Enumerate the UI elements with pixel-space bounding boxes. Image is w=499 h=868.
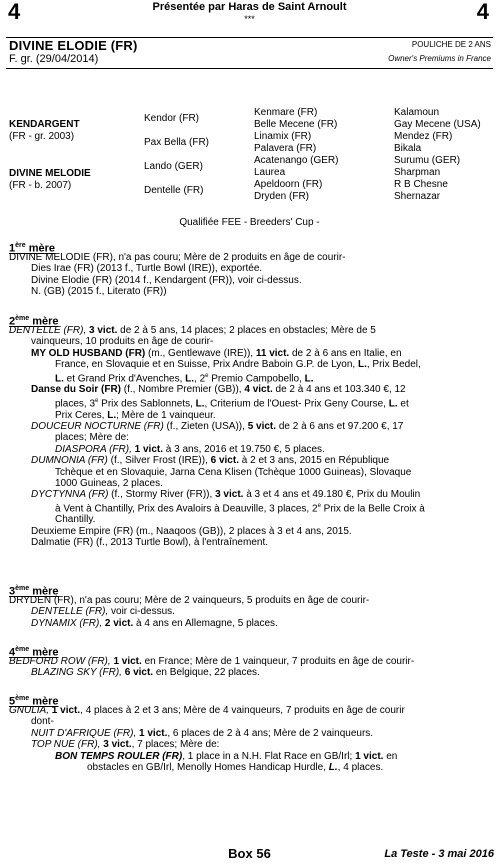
gen3-7: Apeldoorn (FR)	[254, 179, 323, 190]
gen4-1: Kalamoun	[394, 107, 440, 118]
dam-name: DIVINE MELODIE	[9, 168, 91, 179]
gen2-1: Kendor (FR)	[144, 113, 200, 124]
section-heading-2: 2ème mère	[9, 315, 59, 328]
section-1-body: DIVINE MELODIE (FR), n'a pas couru; Mère de 2 produits en âge de courir- Dies Irae (FR) (2013 f., Turtle Bowl (IRE)), exportée. Divine Elodie (FR) (2014 f., Kendargent (FR)), voir ci-dessus. N. (GB) (2015 f., Literato (FR))	[9, 252, 346, 298]
stars: ***	[244, 14, 255, 24]
gen3-4: Palavera (FR)	[254, 143, 317, 154]
gen3-2: Belle Mecene (FR)	[254, 119, 338, 130]
section-heading-5: 5ème mère	[9, 695, 59, 708]
sale-date: La Teste - 3 mai 2016	[384, 848, 494, 860]
dam-info: (FR - b. 2007)	[9, 180, 72, 191]
section-heading-3: 3ème mère	[9, 585, 59, 598]
gen2-3: Lando (GER)	[144, 161, 203, 172]
gen4-4: Bikala	[394, 143, 422, 154]
box-number: Box 56	[228, 846, 271, 861]
gen3-5: Acatenango (GER)	[254, 155, 339, 166]
gen4-7: R B Chesne	[394, 179, 448, 190]
gen2-2: Pax Bella (FR)	[144, 137, 210, 148]
horse-category: POULICHE DE 2 ANS	[411, 40, 491, 49]
section-3-body: DRYDEN (FR), n'a pas couru; Mère de 2 vainqueurs, 5 produits en âge de courir- DENTELLE (FR), voir ci-dessus. DYNAMIX (FR), 2 vict. à 4 ans en Allemagne, 5 places.	[9, 595, 370, 629]
section-heading-4: 4ème mère	[9, 646, 59, 659]
owners-premiums: Owner's Premiums in France	[388, 54, 491, 63]
horse-name-box	[6, 37, 493, 69]
horse-birth: F. gr. (29/04/2014)	[9, 53, 99, 65]
lot-number-right: 4	[476, 0, 489, 24]
gen4-2: Gay Mecene (USA)	[394, 119, 481, 130]
gen4-6: Sharpman	[394, 167, 441, 178]
gen3-6: Laurea	[254, 167, 286, 178]
lot-number-left: 4	[8, 0, 21, 24]
sire-info: (FR - gr. 2003)	[9, 131, 75, 142]
gen4-5: Surumu (GER)	[394, 155, 461, 166]
horse-name: DIVINE ELODIE (FR)	[9, 38, 138, 53]
section-2-body: DENTELLE (FR), 3 vict. de 2 à 5 ans, 14 places; 2 places en obstacles; Mère de 5 vainqueurs, 10 produits en âge de courir- MY OLD HUSBAND (FR) (m., Gentlewave (IRE)), 11 vict. de 2 à 6 ans en Italie, en France, en Slovaquie et en Suisse, Prix Andre Baboin G.P. de Lyon, L., Prix Bedel, L. et Grand Prix d'Avenches, L., 2e Premio Campobello, L. Danse du Soir (FR) (f., Nombre Premier (GB)), 4 vict. de 2 à 4 ans et 103.340 €, 12 places, 3e Prix des Sablonnets, L., Criterium de l'Ouest- Prix Geny Course, L. et Prix Ceres, L.; Mère de 1 vainqueur. DOUCEUR NOCTURNE (FR) (f., Zieten (USA)), 5 vict. de 2 à 6 ans et 97.200 €, 17 places; Mère de: DIASPORA (FR), 1 vict. à 3 ans, 2016 et 19.750 €, 5 places. DUMNONIA (FR) (f., Silver Frost (IRE)), 6 vict. à 2 et 3 ans, 2015 en République Tchèque et en Slovaquie, Jarna Cena Klisen (Tchèque 1000 Guineas), Slovaque 1000 Guineas, 2 places. DYCTYNNA (FR) (f., Stormy River (FR)), 3 vict. à 3 et 4 ans et 49.180 €, Prix du Moulin à Vent à Chantilly, Prix des Avaloirs à Deauville, 3 places, 2e Prix de la Belle Croix à Chantilly. Deuxieme Empire (FR) (m., Naaqoos (GB)), 2 places à 3 et 4 ans, 2015. Dalmatie (FR) (f., 2013 Turtle Bowl), à l'entraînement.	[9, 325, 425, 549]
presenter-title: Présentée par Haras de Saint Arnoult	[152, 1, 347, 13]
gen3-1: Kenmare (FR)	[254, 107, 318, 118]
gen3-3: Linamix (FR)	[254, 131, 312, 142]
gen4-3: Mendez (FR)	[394, 131, 453, 142]
gen2-4: Dentelle (FR)	[144, 185, 204, 196]
section-5-body: GNULIA, 1 vict., 4 places à 2 et 3 ans; Mère de 4 vainqueurs, 7 produits en âge de courir dont- NUIT D'AFRIQUE (FR), 1 vict., 6 places de 2 à 4 ans; Mère de 2 vainqueurs. TOP NUE (FR), 3 vict., 7 places; Mère de: BON TEMPS ROULER (FR), 1 place in a N.H. Flat Race en GB/Irl; 1 vict. en obstacles en GB/Irl, Menolly Homes Handicap Hurdle, L., 4 places.	[9, 705, 405, 774]
sire-name: KENDARGENT	[9, 119, 80, 130]
gen3-8: Dryden (FR)	[254, 191, 310, 202]
section-4-body: BEDFORD ROW (FR), 1 vict. en France; Mère de 1 vainqueur, 7 produits en âge de courir- BLAZING SKY (FR), 6 vict. en Belgique, 22 places.	[9, 656, 415, 679]
gen4-8: Shernazar	[394, 191, 441, 202]
section-heading-1: 1ère mère	[9, 242, 55, 255]
qualification: Qualifiée FEE - Breeders' Cup -	[179, 217, 320, 228]
